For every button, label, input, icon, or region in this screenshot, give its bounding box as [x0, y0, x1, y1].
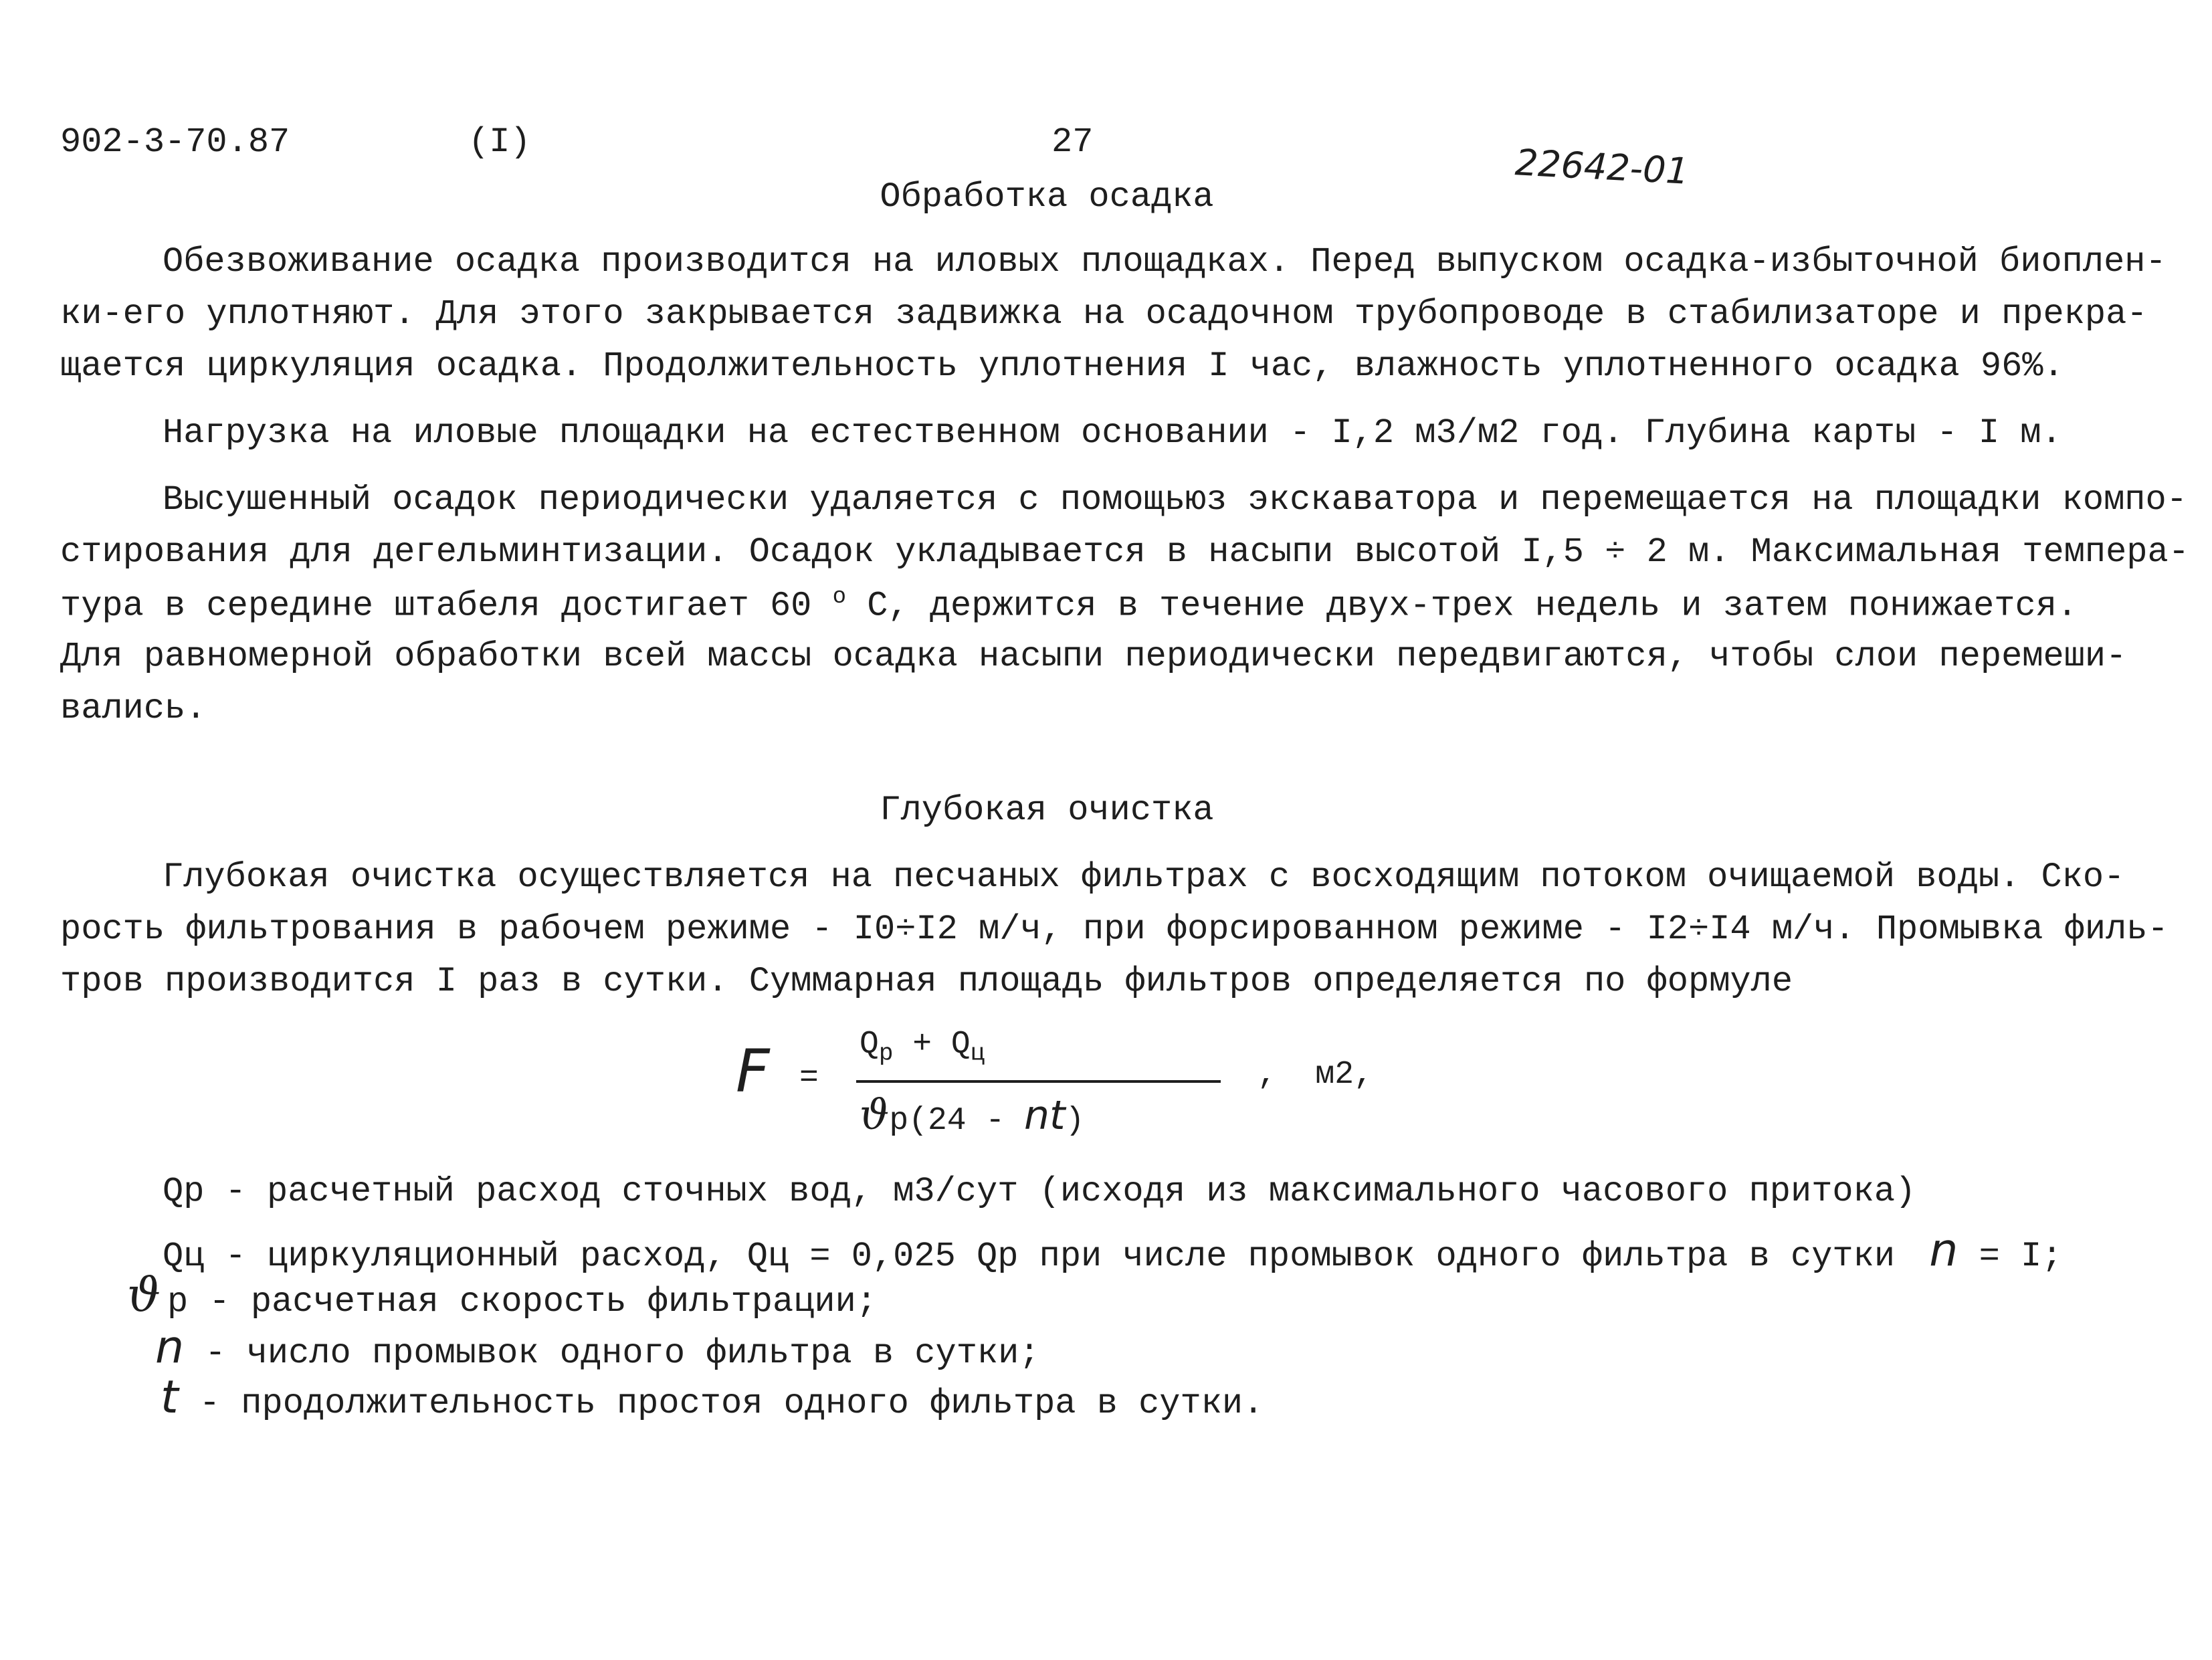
filter-area-formula — [736, 1013, 1405, 1147]
paragraph-line — [60, 585, 2078, 625]
formula-equals: = — [799, 1060, 819, 1096]
nu-symbol: ϑ — [127, 1267, 161, 1322]
paragraph-line: стирования для дегельминтизации. Осадок укладывается в насыпи высотой I,5 ÷ 2 м. Максимальная темпера- — [60, 532, 2189, 572]
formula-units: , м2, — [1258, 1057, 1373, 1093]
paragraph-line: Высушенный осадок периодически удаляется с помощьюз экскаватора и перемещается на площадки компо- — [163, 480, 2187, 520]
degree-mark: o — [832, 585, 847, 610]
section-title-sludge-treatment: Обработка осадка — [880, 177, 1214, 217]
paragraph-line: Обезвоживание осадка производится на иловых площадках. Перед выпуском осадка-избыточной биоплен- — [163, 242, 2167, 282]
document-code: 902-3-70.87 — [60, 122, 290, 162]
definition-qr: Qр - расчетный расход сточных вод, м3/сут (исходя из максимального часового притока) — [163, 1172, 1916, 1211]
paragraph-line: Глубокая очистка осуществляется на песчаных фильтрах с восходящим потоком очищаемой воды. Ско- — [163, 857, 2125, 897]
definition-vr: ϑ р - расчетная скорость фильтрации; — [127, 1267, 878, 1322]
paragraph-line: тров производится I раз в сутки. Суммарная площадь фильтров определяется по формуле — [60, 962, 1793, 1001]
temperature-line-start: тура в середине штабеля достигает 60 — [60, 586, 812, 626]
page-number: 27 — [1051, 122, 1094, 162]
formula-numerator: $Q_р + Q_ц$ — [860, 1027, 985, 1067]
paragraph-line: Для равномерной обработки всей массы осадка насыпи периодически передвигаются, чтобы слои перемеши- — [60, 637, 2127, 676]
paragraph-line: ки-его уплотняют. Для этого закрывается задвижка на осадочном трубопроводе в стабилизаторе и прекра- — [60, 294, 2148, 334]
formula-denominator: ϑр(24 - nt) — [860, 1090, 1085, 1139]
n-symbol: n — [155, 1321, 185, 1374]
sheet-number: (I) — [468, 122, 531, 162]
paragraph-line: щается циркуляция осадка. Продолжительность уплотнения I час, влажность уплотненного осадка 96%. — [60, 346, 2064, 386]
formula-lhs: F — [736, 1037, 770, 1106]
fraction-bar — [856, 1080, 1221, 1083]
handwritten-stamp: 22642-01 — [1514, 141, 1690, 193]
paragraph-line: вались. — [60, 689, 207, 728]
temperature-line-end: C, держится в течение двух-трех недель и затем понижается. — [867, 586, 2078, 626]
paragraph-line: рость фильтрования в рабочем режиме - I0÷I2 м/ч, при форсированном режиме - I2÷I4 м/ч. Промывка филь- — [60, 910, 2169, 949]
paragraph-line: Нагрузка на иловые площадки на естественном основании - I,2 м3/м2 год. Глубина карты - I м. — [163, 413, 2062, 453]
t-symbol: t — [161, 1371, 179, 1424]
definition-t: t - продолжительность простоя одного фильтра в сутки. — [161, 1371, 1264, 1424]
definition-n: n - число промывок одного фильтра в сутки; — [155, 1321, 1040, 1374]
section-title-deep-cleaning: Глубокая очистка — [880, 791, 1214, 830]
definition-qc: Qц - циркуляционный расход, Qц = 0,025 Qр при числе промывок одного фильтра в сутки n = I; — [163, 1224, 2063, 1277]
